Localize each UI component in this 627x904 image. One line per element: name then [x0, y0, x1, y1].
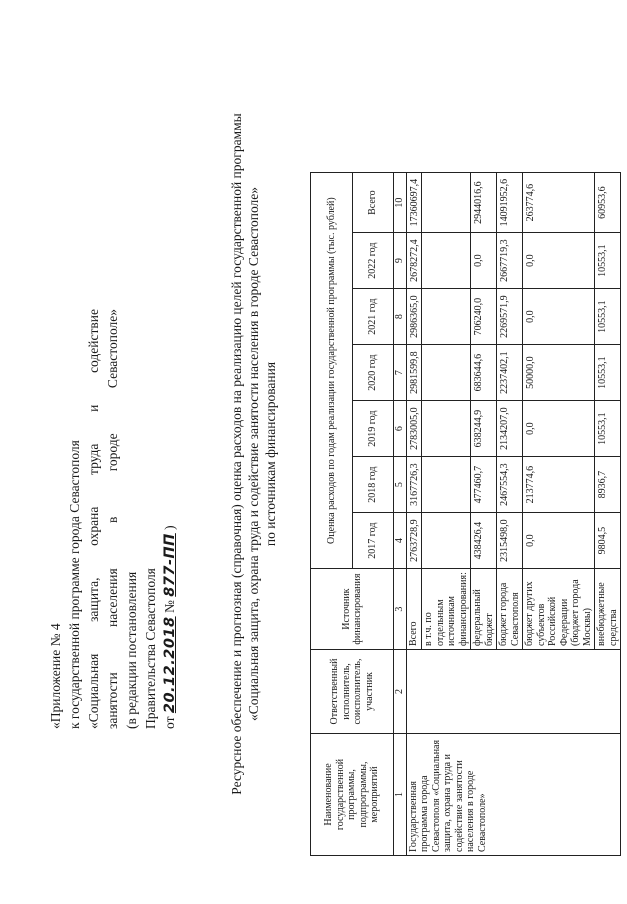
document-heading: [228, 24, 279, 884]
value-cell: [422, 345, 471, 401]
value-cell: 2678272,4: [406, 233, 422, 289]
appendix-line-5: (в редакции постановления: [124, 571, 139, 729]
header-executor: Ответственный исполнитель, соисполнитель, участник: [311, 650, 394, 734]
header-year-2021: 2021 год: [352, 289, 394, 345]
value-cell: 8936,7: [595, 457, 621, 513]
program-name-cell: Государственная программа города Севастополя «Социальная защита, охрана труда и содействие занятости населения в городе Севастополе»: [406, 734, 621, 856]
value-cell: 2783005,0: [406, 401, 422, 457]
header-year-2019: 2019 год: [352, 401, 394, 457]
value-cell: 0,0: [523, 289, 595, 345]
appendix-line-7: [160, 309, 180, 729]
value-cell: 2986365,0: [406, 289, 422, 345]
source-cell: внебюджетные средства: [595, 569, 621, 650]
column-number: 4: [394, 513, 407, 569]
value-cell: 0,0: [523, 513, 595, 569]
value-cell: 10553,1: [595, 233, 621, 289]
column-number: 2: [394, 650, 407, 734]
value-cell: 438426,4: [471, 513, 497, 569]
value-cell: 2315498,0: [497, 513, 523, 569]
value-cell: 17360697,4: [406, 173, 422, 233]
header-row-1: [311, 173, 353, 856]
value-cell: 213774,6: [523, 457, 595, 513]
header-year-2017: 2017 год: [352, 513, 394, 569]
heading-line-3: по источникам финансирования: [263, 361, 278, 547]
value-cell: 0,0: [471, 233, 497, 289]
number-label: №: [162, 600, 177, 614]
value-cell: [422, 401, 471, 457]
value-cell: 50000,0: [523, 345, 595, 401]
value-cell: [422, 173, 471, 233]
value-cell: 2237402,1: [497, 345, 523, 401]
executor-cell: [406, 650, 621, 734]
value-cell: [422, 513, 471, 569]
date-prefix: от: [162, 716, 177, 729]
source-cell: Всего: [406, 569, 422, 650]
header-year-2022: 2022 год: [352, 233, 394, 289]
value-cell: 14091952,6: [497, 173, 523, 233]
value-cell: 2944016,6: [471, 173, 497, 233]
source-cell: бюджет города Севастополя: [497, 569, 523, 650]
resolution-date: 20.12.2018: [162, 616, 178, 714]
header-total: Всего: [352, 173, 394, 233]
appendix-line-1: «Приложение № 4: [48, 623, 63, 729]
column-number: 7: [394, 345, 407, 401]
funding-table: [310, 172, 621, 856]
value-cell: 0,0: [523, 401, 595, 457]
column-number: 6: [394, 401, 407, 457]
header-program-name: Наименование государственной программы, подпрограммы, мероприятий: [311, 734, 394, 856]
column-number: 1: [394, 734, 407, 856]
column-number-row: [394, 173, 407, 856]
value-cell: 2467554,3: [497, 457, 523, 513]
value-cell: 2134207,0: [497, 401, 523, 457]
appendix-block: [46, 309, 180, 729]
value-cell: 0,0: [523, 233, 595, 289]
source-cell: в т.ч. по отдельным источникам финансирования:: [422, 569, 471, 650]
value-cell: 2981599,8: [406, 345, 422, 401]
value-cell: 638244,9: [471, 401, 497, 457]
source-cell: бюджет других субъектов Российской Федерации (бюджет города Москвы): [523, 569, 595, 650]
value-cell: [422, 289, 471, 345]
value-cell: 2667719,3: [497, 233, 523, 289]
value-cell: 2269571,9: [497, 289, 523, 345]
closing-paren: ): [162, 525, 177, 530]
appendix-line-2: к государственной программе города Севастополя: [67, 440, 82, 729]
appendix-line-4: занятости населения в городе Севастополе»: [105, 309, 120, 729]
value-cell: 10553,1: [595, 289, 621, 345]
resolution-number: 877-ПП: [162, 533, 178, 597]
value-cell: 9804,5: [595, 513, 621, 569]
value-cell: 10553,1: [595, 401, 621, 457]
column-number: 5: [394, 457, 407, 513]
column-number: 3: [394, 569, 407, 650]
header-estimate: Оценка расходов по годам реализации государственной программы (тыс. рублей): [311, 173, 353, 569]
column-number: 10: [394, 173, 407, 233]
value-cell: [422, 457, 471, 513]
value-cell: 2763728,9: [406, 513, 422, 569]
header-year-2020: 2020 год: [352, 345, 394, 401]
source-cell: федеральный бюджет: [471, 569, 497, 650]
value-cell: 3167726,3: [406, 457, 422, 513]
value-cell: 477460,7: [471, 457, 497, 513]
value-cell: 683644,6: [471, 345, 497, 401]
value-cell: 706240,0: [471, 289, 497, 345]
value-cell: [422, 233, 471, 289]
header-source: Источник финансирования: [311, 569, 394, 650]
table-row-total: [406, 173, 422, 856]
heading-line-1: Ресурсное обеспечение и прогнозная (справочная) оценка расходов на реализацию целей государственной программы: [229, 113, 244, 795]
value-cell: 60953,6: [595, 173, 621, 233]
header-year-2018: 2018 год: [352, 457, 394, 513]
value-cell: 263774,6: [523, 173, 595, 233]
appendix-line-6: Правительства Севастополя: [143, 568, 158, 729]
column-number: 9: [394, 233, 407, 289]
appendix-line-3: «Социальная защита, охрана труда и содействие: [86, 309, 101, 729]
value-cell: 10553,1: [595, 345, 621, 401]
column-number: 8: [394, 289, 407, 345]
heading-line-2: «Социальная защита, охрана труда и содействие занятости населения в городе Севастополе»: [246, 187, 261, 721]
